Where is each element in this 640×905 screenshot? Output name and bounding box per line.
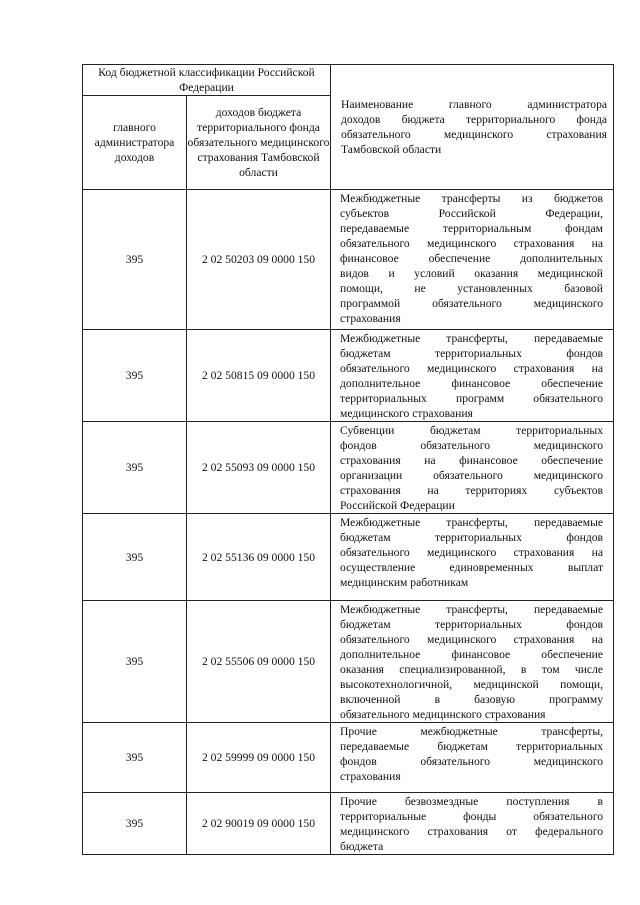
income-name-cell <box>331 723 614 793</box>
income-name-line: обязательного медицинского страхования на <box>340 633 604 646</box>
income-name-line: передаваемые территориальным фондам <box>340 222 604 235</box>
table-row <box>83 422 614 514</box>
income-name-line: обязательного медицинского страхования на <box>340 362 604 375</box>
income-name-line: Российской Федерации <box>340 499 455 512</box>
income-name-line: медицинского страхования от федерального <box>340 825 604 838</box>
income-name-line: обязательного медицинского страхования на <box>340 237 604 250</box>
income-name-cell <box>331 190 614 330</box>
income-name-line: финансовое обеспечение дополнительных <box>340 252 604 265</box>
income-name-line: Субвенции бюджетам территориальных <box>340 424 604 437</box>
income-name-cell <box>331 514 614 601</box>
income-name-line: Межбюджетные трансферты, передаваемые <box>340 516 604 529</box>
income-name-cell <box>331 422 614 514</box>
income-name-line: осуществление единовременных выплат <box>340 561 604 574</box>
income-name-line: бюджетам территориальных фондов <box>340 531 604 544</box>
table-row <box>83 793 614 855</box>
income-name-line: бюджетам территориальных фондов <box>340 347 604 360</box>
budget-classification-table <box>82 64 614 855</box>
income-name-line: Прочие безвозмездные поступления в <box>340 795 604 808</box>
header-name-line: Наименование главного администратора <box>341 98 608 111</box>
income-name-cell <box>331 330 614 422</box>
admin-code-cell: 395 <box>83 601 187 723</box>
header-group-title: Код бюджетной классификации Российской Федерации <box>83 65 331 96</box>
admin-code-cell: 395 <box>83 422 187 514</box>
income-name-line: медицинским работникам <box>340 576 469 589</box>
table-row <box>83 514 614 601</box>
income-name-line: Межбюджетные трансферты, передаваемые <box>340 603 604 616</box>
budget-code-cell: 2 02 59999 09 0000 150 <box>187 723 331 793</box>
income-name-line: обязательного медицинского страхования на <box>340 546 604 559</box>
income-name-line: организации обязательного медицинского <box>340 469 604 482</box>
budget-code-cell: 2 02 50203 09 0000 150 <box>187 190 331 330</box>
income-name-line: обязательного медицинского страхования <box>340 708 546 721</box>
income-name-line: бюджетам территориальных фондов <box>340 618 604 631</box>
admin-code-cell: 395 <box>83 190 187 330</box>
income-name-line: субъектов Российской Федерации, <box>340 207 604 220</box>
income-name-line: фондов обязательного медицинского <box>340 755 604 768</box>
income-name-line: страхования на финансовое обеспечение <box>340 454 604 467</box>
income-name-cell <box>331 793 614 855</box>
table-row <box>83 723 614 793</box>
header-col-name <box>331 65 614 190</box>
income-name-line: страхования <box>340 312 401 325</box>
income-name-cell <box>331 601 614 723</box>
admin-code-cell: 395 <box>83 793 187 855</box>
income-name-line: помощи, не установленных базовой <box>340 282 604 295</box>
income-name-line: медицинского страхования <box>340 407 473 420</box>
budget-code-cell: 2 02 55093 09 0000 150 <box>187 422 331 514</box>
income-name-line: оказания специализированной, в том числе <box>340 663 604 676</box>
income-name-line: дополнительное финансовое обеспечение <box>340 648 604 661</box>
header-col-admin: главного администратора доходов <box>83 96 187 190</box>
header-name-line: доходов бюджета территориального фонда <box>341 113 608 126</box>
table-row <box>83 330 614 422</box>
income-name-line: передаваемые бюджетам территориальных <box>340 740 604 753</box>
header-name-line: обязательного медицинского страхования <box>341 128 608 141</box>
header-col-code: доходов бюджета территориального фонда обязательного медицинского страхования Тамбовской области <box>187 96 331 190</box>
budget-code-cell: 2 02 55136 09 0000 150 <box>187 514 331 601</box>
header-row-1 <box>83 65 614 96</box>
header-name-line: Тамбовской области <box>341 143 442 156</box>
admin-code-cell: 395 <box>83 330 187 422</box>
income-name-line: фондов обязательного медицинского <box>340 439 604 452</box>
income-name-line: территориальных программ обязательного <box>340 392 604 405</box>
income-name-line: Межбюджетные трансферты из бюджетов <box>340 192 604 205</box>
admin-code-cell: 395 <box>83 514 187 601</box>
income-name-line: видов и условий оказания медицинской <box>340 267 604 280</box>
income-name-line: высокотехнологичной, медицинской помощи, <box>340 678 604 691</box>
income-name-line: страхования на территориях субъектов <box>340 484 604 497</box>
budget-code-cell: 2 02 55506 09 0000 150 <box>187 601 331 723</box>
income-name-line: территориальные фонды обязательного <box>340 810 604 823</box>
income-name-line: дополнительное финансовое обеспечение <box>340 377 604 390</box>
income-name-line: страхования <box>340 770 401 783</box>
income-name-line: бюджета <box>340 840 384 853</box>
income-name-line: включенной в базовую программу <box>340 693 604 706</box>
income-name-line: программой обязательного медицинского <box>340 297 604 310</box>
table-row <box>83 601 614 723</box>
income-name-line: Межбюджетные трансферты, передаваемые <box>340 332 604 345</box>
admin-code-cell: 395 <box>83 723 187 793</box>
table-row <box>83 190 614 330</box>
income-name-line: Прочие межбюджетные трансферты, <box>340 725 604 738</box>
budget-code-cell: 2 02 90019 09 0000 150 <box>187 793 331 855</box>
budget-code-cell: 2 02 50815 09 0000 150 <box>187 330 331 422</box>
